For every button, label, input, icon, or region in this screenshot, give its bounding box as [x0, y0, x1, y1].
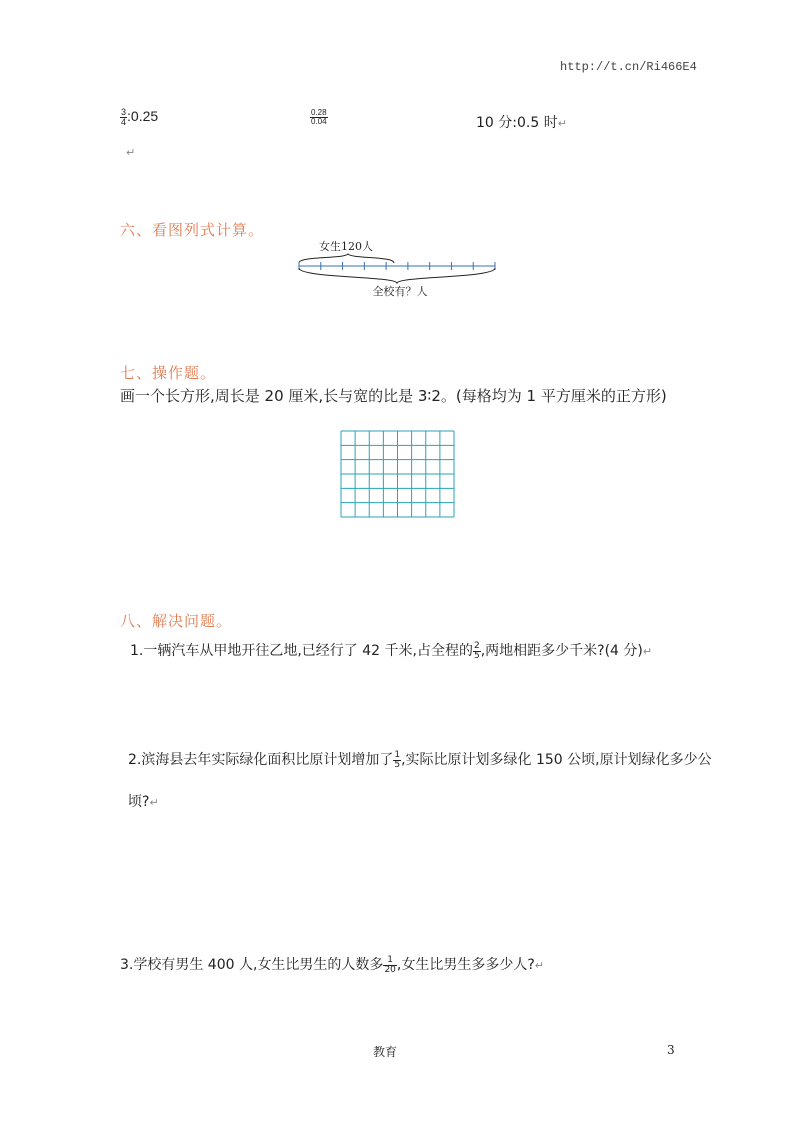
svg-text:女生120人: 女生120人	[319, 240, 373, 253]
question-text: 顷?	[128, 794, 150, 810]
fraction-numerator: 2	[473, 640, 480, 651]
fraction-numerator: 3	[121, 107, 127, 117]
question-text: ,两地相距多少千米?(4 分)	[480, 643, 643, 659]
svg-text:全校有？人: 全校有？人	[372, 285, 428, 298]
fraction-denominator: 5	[473, 650, 480, 661]
question-2	[128, 749, 712, 770]
fraction-numerator: 1	[394, 749, 401, 760]
top-brace	[299, 254, 394, 263]
question-3	[120, 954, 544, 975]
fraction	[383, 956, 396, 975]
return-mark: ↵	[642, 645, 653, 658]
diagram-bottom-label	[373, 284, 428, 298]
fraction-denominator: 5	[394, 759, 401, 770]
return-mark: ↵	[557, 117, 567, 130]
square-grid[interactable]	[340, 430, 455, 518]
fraction	[473, 642, 481, 661]
section-heading-6: 六、看图列式计算。	[120, 221, 265, 239]
fraction-denominator: 4	[121, 117, 127, 127]
question-text: 3.学校有男生 400 人,女生比男生的人数多	[120, 957, 384, 973]
return-mark: ↵	[126, 147, 136, 159]
ratio-text: :0.25	[127, 108, 159, 125]
question-text: ,实际比原计划多绿化 150 公顷,原计划绿化多少公	[401, 752, 712, 768]
ratio-text: 10 分:0.5 时	[476, 115, 558, 131]
header-url: http://t.cn/Ri466E4	[560, 60, 697, 74]
fraction	[393, 751, 401, 770]
fraction	[310, 109, 328, 126]
ratio-item-3	[476, 112, 567, 132]
page-number: 3	[667, 1043, 675, 1057]
bar-diagram	[296, 238, 500, 300]
section-heading-7: 七、操作题。	[120, 364, 217, 382]
fraction-denominator: 0.04	[311, 116, 327, 126]
return-mark: ↵	[149, 796, 159, 809]
bottom-brace	[299, 268, 495, 283]
question-text: 1.一辆汽车从甲地开往乙地,已经行了 42 千米,占全程的	[130, 643, 473, 659]
question-2-line-2	[128, 791, 159, 811]
question-text: 2.滨海县去年实际绿化面积比原计划增加了	[128, 752, 394, 768]
question-text: ,女生比男生多多少人?	[396, 957, 535, 973]
diagram-top-label	[319, 239, 373, 253]
fraction-denominator: 20	[384, 964, 396, 975]
ratio-item-1	[120, 108, 158, 127]
footer-label: 教育	[373, 1045, 398, 1059]
fraction-numerator: 0.28	[311, 107, 327, 117]
fraction	[120, 108, 127, 127]
return-mark: ↵	[534, 959, 544, 972]
ratio-item-2	[310, 108, 328, 126]
fraction-numerator: 1	[383, 956, 396, 966]
section-heading-8: 八、解决问题。	[120, 612, 233, 630]
question-1	[130, 640, 652, 661]
task-instruction: 画一个长方形,周长是 20 厘米,长与宽的比是 3∶2。(每格均为 1 平方厘米的正方形)	[120, 387, 667, 405]
